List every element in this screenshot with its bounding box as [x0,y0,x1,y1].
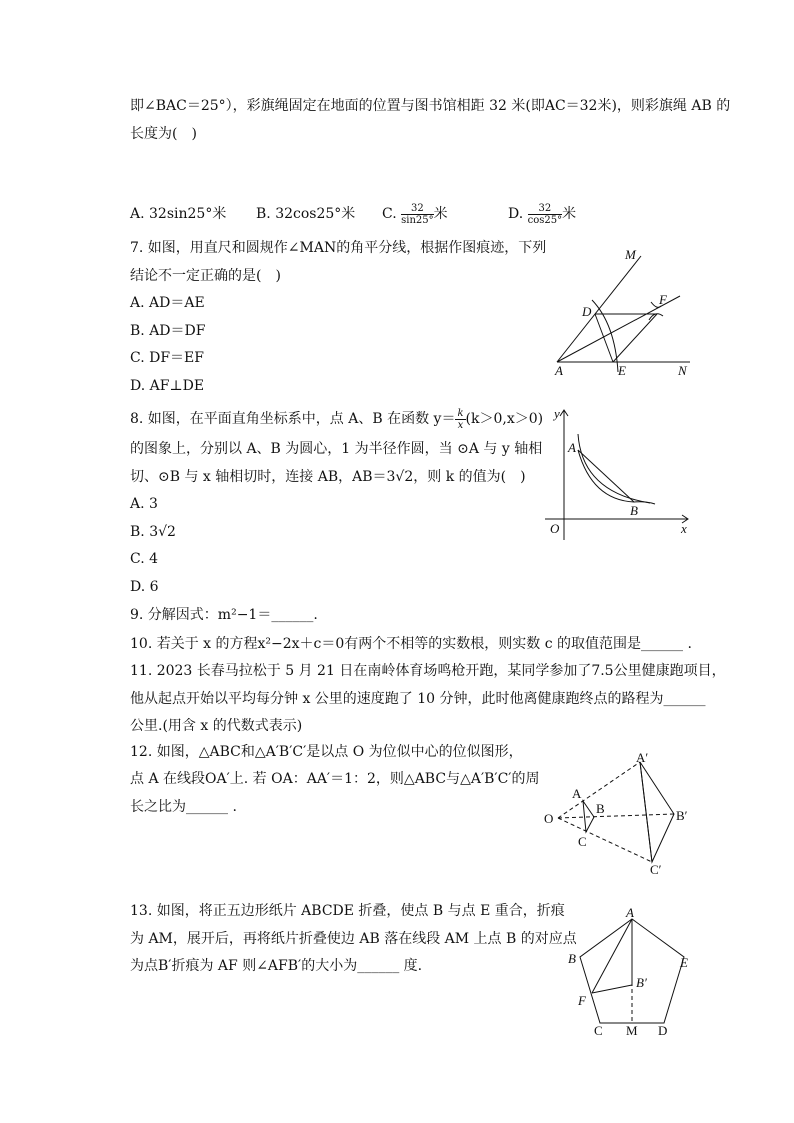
q12-label-c1: C′ [650,862,662,877]
q8-label-x: x [681,521,687,536]
q12-text-line2: 点 A 在线段OA′上. 若 OA：AA′＝1：2，则△ABC与△A′B′C′的周 [130,771,540,787]
q13-label-e: E [680,955,688,970]
q6-option-d-label: D. [508,206,524,222]
q8-label-y: y [554,406,560,421]
q10-text: 10. 若关于 x 的方程x²−2x＋c＝0有两个不相等的实数根，则实数 c 的取值范围是______ . [130,636,692,652]
q7-label-m: M [625,247,636,262]
q8-option-a: A. 3 [130,496,158,512]
q12-label-c: C [578,834,587,849]
q6-option-c-unit: 米 [433,206,448,222]
q6-option-a: A. 32sin25°米 [130,206,227,222]
q8-segment-ab [578,450,634,502]
q6-option-d [508,198,576,230]
q13-label-f: F [578,993,586,1008]
q7-option-d: D. AF⊥DE [130,378,205,394]
q12-ray-oc [558,818,652,862]
q8-text-line1-pre: 8. 如图，在平面直角坐标系中，点 A、B 在函数 y＝ [130,411,456,427]
q6-option-c-label: C. [382,206,397,222]
q6-text-line2: 长度为( ) [130,126,197,142]
q8-option-b: B. 3√2 [130,524,176,540]
q8-text-line1 [130,404,543,434]
q6-option-d-unit: 米 [562,206,577,222]
q12-ray-ob [558,814,674,818]
q13-label-a: A [626,905,634,920]
q7-label-d: D [582,304,592,319]
q7-label-n: N [678,363,687,376]
q7-text-line1: 7. 如图，用直尺和圆规作∠MAN的角平分线，根据作图痕迹，下列 [130,240,547,256]
q11-text-line3: 公里.(用含 x 的代数式表示) [130,718,303,734]
q8-text-line1-post: (k＞0,x＞0) [465,411,544,427]
q13-figure [560,905,700,1040]
q8-label-b: B [630,503,638,518]
q6-option-c-num: 32 [401,203,434,215]
q13-label-d: D [658,1023,668,1038]
q13-text-line3: 为点B′折痕为 AF 则∠AFB′的大小为______ 度. [130,958,423,974]
q6-option-c-fraction [401,203,434,226]
q13-label-b: B [568,951,576,966]
q8-option-c: C. 4 [130,551,159,567]
q8-label-o: O [550,521,560,536]
q7-option-a: A. AD＝AE [130,295,205,311]
q6-option-d-fraction [528,203,562,226]
q8-fraction-den: x [457,419,464,431]
q12-figure [540,750,700,880]
q6-option-c [382,198,448,230]
q8-label-a: A [568,440,576,455]
q8-fraction-num: k [457,407,464,419]
q6-option-d-den: cos25° [527,214,563,226]
q12-label-a: A [572,786,582,801]
q12-triangle-a1b1c1 [640,762,674,862]
q12-text-line1: 12. 如图，△ABC和△A′B′C′是以点 O 为位似中心的位似图形， [130,744,523,760]
q9-text: 9. 分解因式：m²−1＝______. [130,607,318,623]
q8-function-fraction [455,408,465,431]
q8-text-line3: 切、⊙B 与 x 轴相切时，连接 AB，AB＝3√2，则 k 的值为( ) [130,469,526,485]
q12-label-b1: B′ [676,808,688,823]
q12-label-b: B [596,801,605,816]
q13-label-b1: B′ [636,975,647,990]
q6-option-b: B. 32cos25°米 [256,206,356,222]
q11-text-line2: 他从起点开始以平均每分钟 x 公里的速度跑了 10 分钟，此时他离健康跑终点的路程为______ [130,691,706,707]
q13-label-m: M [626,1023,638,1038]
q8-option-d: D. 6 [130,579,159,595]
q8-figure [540,402,695,542]
q7-label-e: E [618,363,626,376]
q13-fold-af [592,919,632,993]
q12-label-o: O [544,811,554,826]
q8-curve [578,434,650,503]
q7-option-c: C. DF＝EF [130,350,204,366]
q7-segment-ef [613,314,657,362]
q6-text-line1: 即∠BAC＝25°），彩旗绳固定在地面的位置与图书馆相距 32 米(即AC＝32米)，则彩旗绳 AB 的 [130,98,731,114]
q6-option-c-den: sin25° [401,214,434,226]
q7-segment-de [595,314,613,362]
q12-text-line3: 长之比为______ . [130,799,237,815]
q12-label-a1: A′ [636,750,649,765]
q8-text-line2: 的图象上，分别以 A、B 为圆心，1 为半径作圆，当 ⊙A 与 y 轴相 [130,441,543,457]
q7-text-line2: 结论不一定正确的是( ) [130,268,281,284]
q7-option-b: B. AD＝DF [130,323,206,339]
q7-label-f: F [659,292,667,307]
q13-text-line1: 13. 如图，将正五边形纸片 ABCDE 折叠，使点 B 与点 E 重合，折痕 [130,903,565,919]
q7-label-a: A [555,363,563,376]
q6-option-d-num: 32 [528,203,562,215]
q13-label-c: C [594,1023,603,1038]
q13-segment-fb1 [592,985,632,993]
q11-text-line1: 11. 2023 长春马拉松于 5 月 21 日在南岭体育场鸣枪开跑，某同学参加了7.5公里健康跑项目， [130,663,726,679]
q13-text-line2: 为 AM，展开后，再将纸片折叠使边 AB 落在线段 AM 上点 B 的对应点 [130,931,577,947]
q7-figure [545,244,705,376]
